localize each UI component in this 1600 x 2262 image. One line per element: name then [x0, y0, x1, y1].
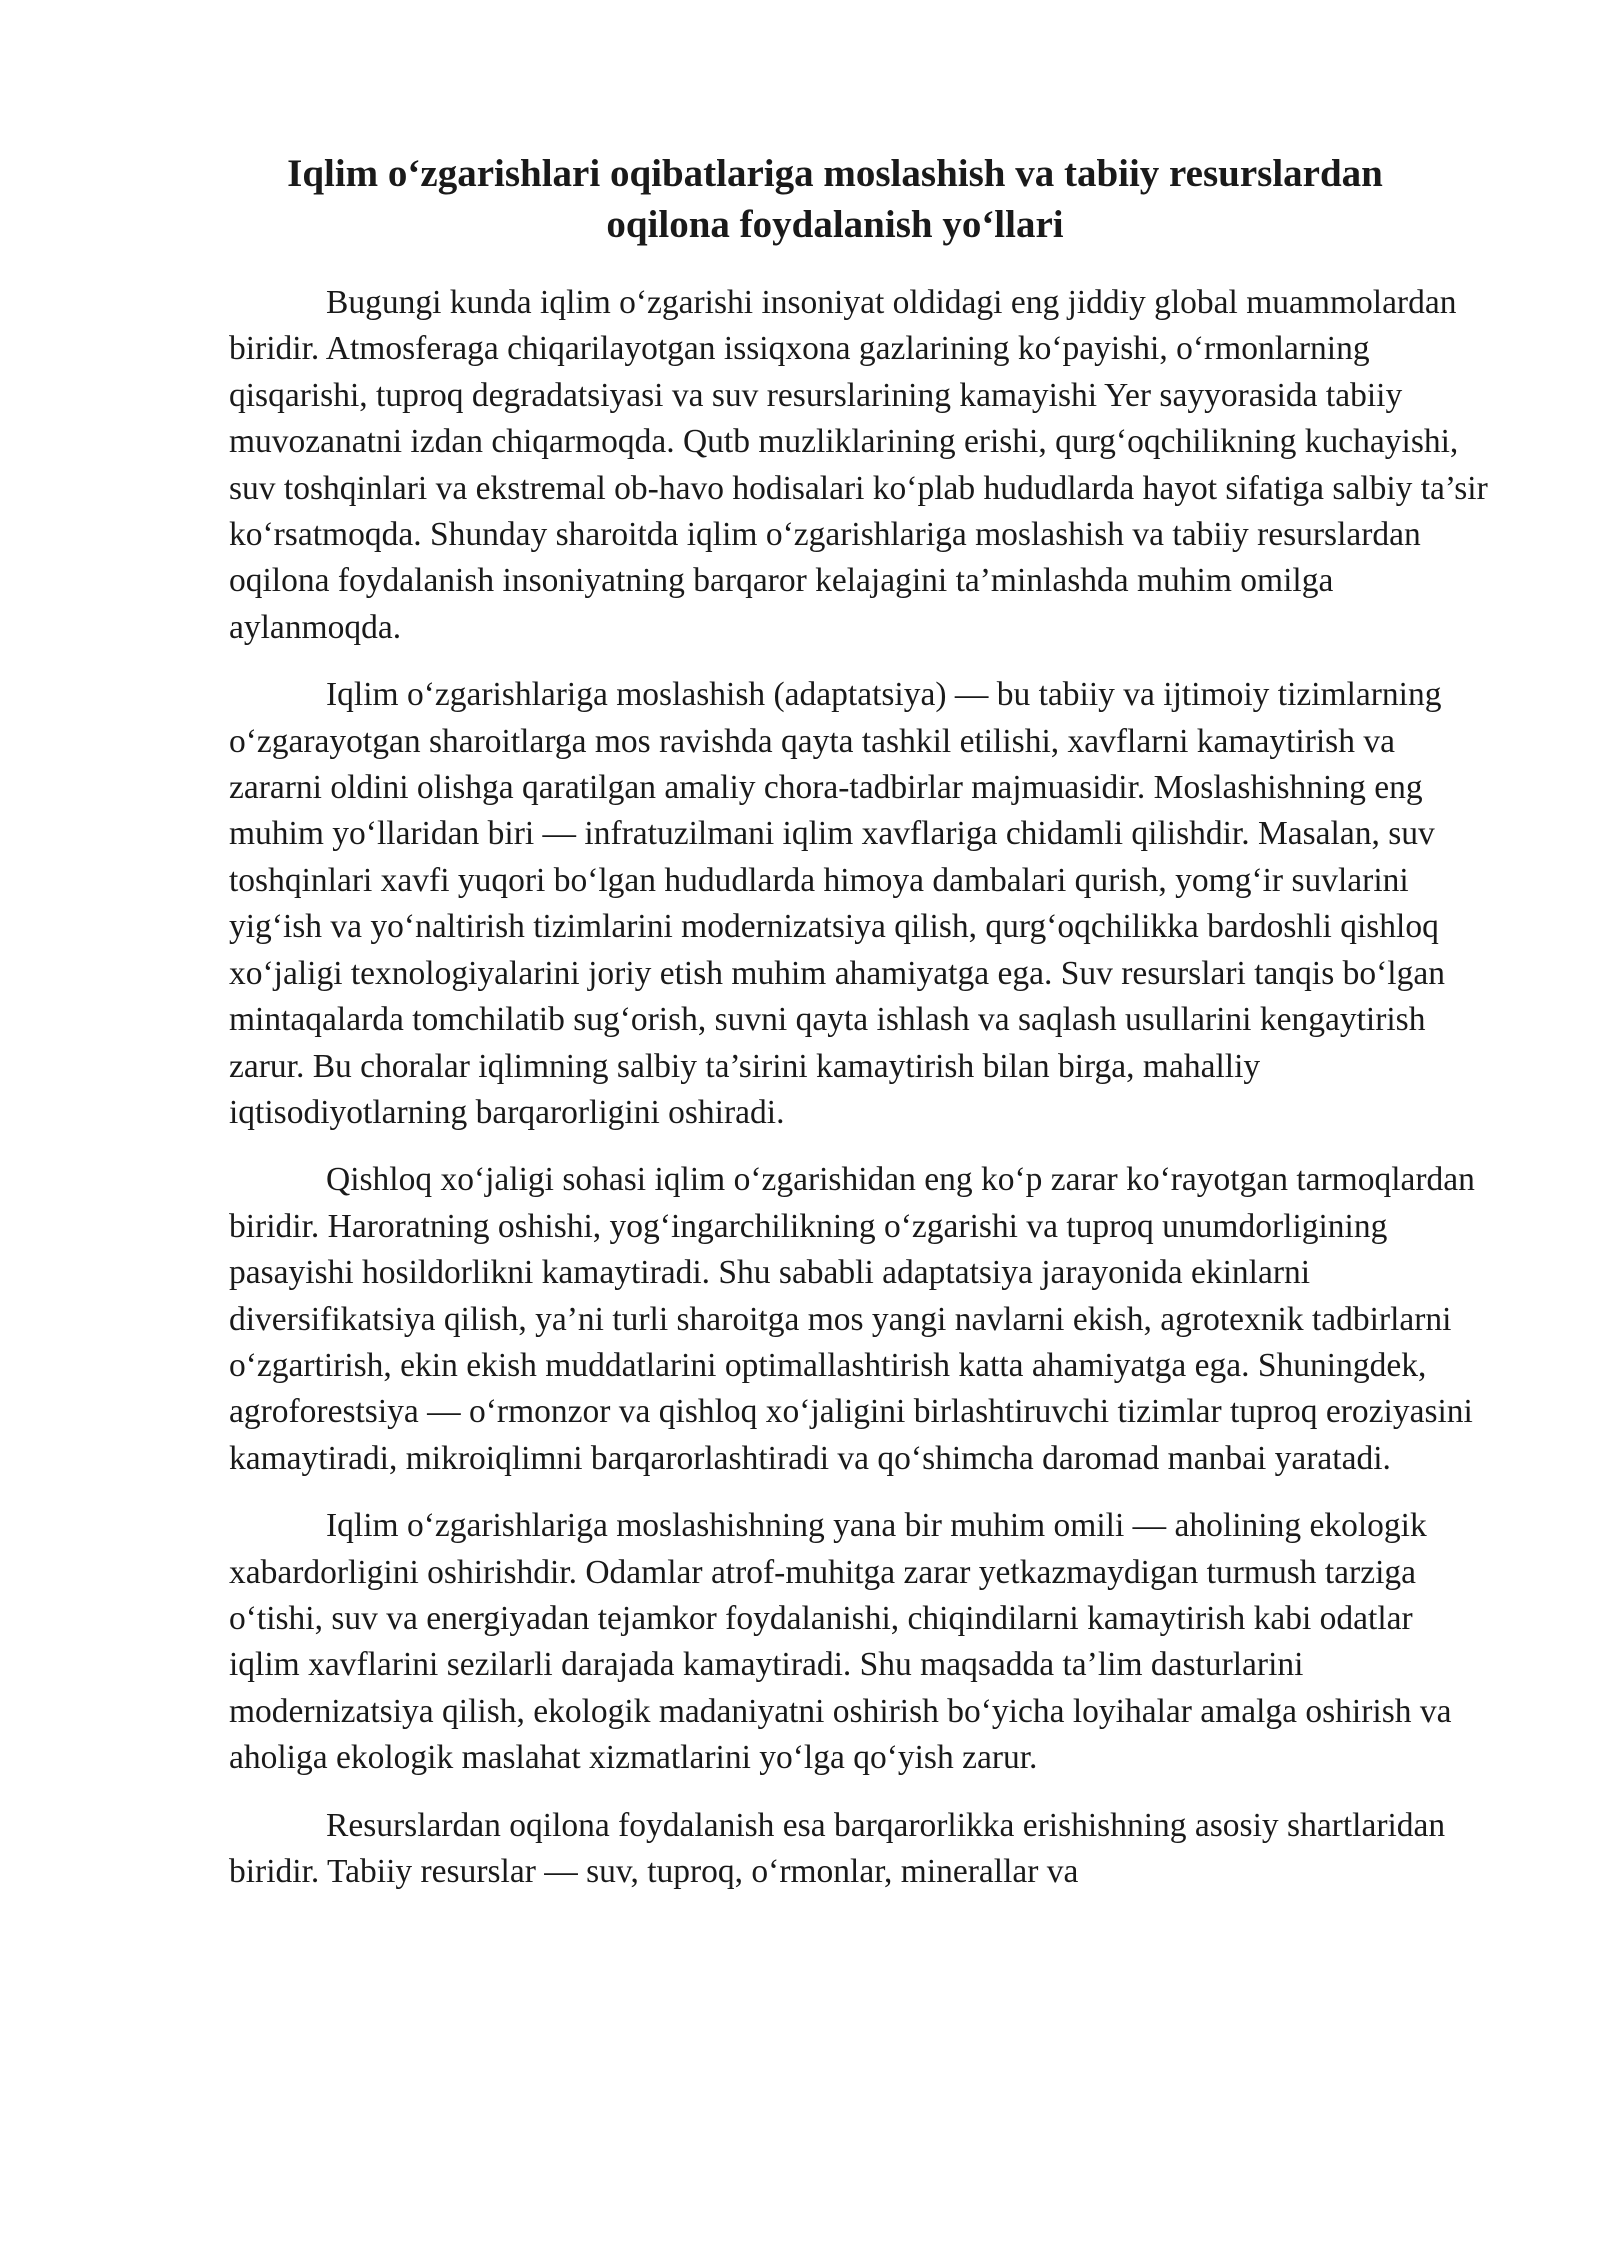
paragraph-4: Iqlim o‘zgarishlariga moslashishning yana bir muhim omili — aholining ekologik xabardorligini oshirishdir. Odamlar atrof-muhitga zarar yetkazmaydigan turmush tarziga o‘tishi, suv va energiyadan tejamkor foydalanishi, chiqindilarni kamaytirish kabi odatlar iqlim xavflarini sezilarli darajada kamaytiradi. Shu maqsadda ta’lim dasturlarini modernizatsiya qilish, ekologik madaniyatni oshirish bo‘yicha loyihalar amalga oshirish va aholiga ekologik maslahat xizmatlarini yo‘lga qo‘yish zarur.	[229, 1507, 1452, 1777]
paragraph-2: Iqlim o‘zgarishlariga moslashish (adaptatsiya) — bu tabiiy va ijtimoiy tizimlarning o‘zgarayotgan sharoitlarga mos ravishda qayta tashkil etilishi, xavflarni kamaytirish va zararni oldini olishga qaratilgan amaliy chora-tadbirlar majmuasidir. Moslashishning eng muhim yo‘llaridan biri — infratuzilmani iqlim xavflariga chidamli qilishdir. Masalan, suv toshqinlari xavfi yuqori bo‘lgan hududlarda himoya dambalari qurish, yomg‘ir suvlarini yig‘ish va yo‘naltirish tizimlarini modernizatsiya qilish, qurg‘oqchilikka bardoshli qishloq xo‘jaligi texnologiyalarini joriy etish muhim ahamiyatga ega. Suv resurslari tanqis bo‘lgan mintaqalarda tomchilatib sug‘orish, suvni qayta ishlash va saqlash usullarini kengaytirish zarur. Bu choralar iqlimning salbiy ta’sirini kamaytirish bilan birga, mahalliy iqtisodiyotlarning barqarorligini oshiradi.	[229, 676, 1445, 1131]
document-body	[229, 280, 1491, 1916]
paragraph-1: Bugungi kunda iqlim o‘zgarishi insoniyat oldidagi eng jiddiy global muammolardan biridir. Atmosferaga chiqarilayotgan issiqxona gazlarining ko‘payishi, o‘rmonlarning qisqarishi, tuproq degradatsiyasi va suv resurslarining kamayishi Yer sayyorasida tabiiy muvozanatni izdan chiqarmoqda. Qutb muzliklarining erishi, qurg‘oqchilikning kuchayishi, suv toshqinlari va ekstremal ob-havo hodisalari ko‘plab hududlarda hayot sifatiga salbiy ta’sir ko‘rsatmoqda. Shunday sharoitda iqlim o‘zgarishlariga moslashish va tabiiy resurslardan oqilona foydalanish insoniyatning barqaror kelajagini ta’minlashda muhim omilga aylanmoqda.	[229, 284, 1488, 646]
document-title-line-2: oqilona foydalanish yo‘llari	[606, 203, 1064, 246]
document-title-line-1: Iqlim o‘zgarishlari oqibatlariga moslashish va tabiiy resurslardan	[287, 152, 1383, 195]
paragraph-5: Resurslardan oqilona foydalanish esa barqarorlikka erishishning asosiy shartlaridan biridir. Tabiiy resurslar — suv, tuproq, o‘rmonlar, minerallar va	[229, 1806, 1446, 1890]
document-title	[180, 148, 1490, 250]
paragraph-3: Qishloq xo‘jaligi sohasi iqlim o‘zgarishidan eng ko‘p zarar ko‘rayotgan tarmoqlardan biridir. Haroratning oshishi, yog‘ingarchilikning o‘zgarishi va tuproq unumdorligining pasayishi hosildorlikni kamaytiradi. Shu sababli adaptatsiya jarayonida ekinlarni diversifikatsiya qilish, ya’ni turli sharoitga mos yangi navlarni ekish, agrotexnik tadbirlarni o‘zgartirish, ekin ekish muddatlarini optimallashtirish katta ahamiyatga ega. Shuningdek, agroforestsiya — o‘rmonzor va qishloq xo‘jaligini birlashtiruvchi tizimlar tuproq eroziyasini kamaytiradi, mikroiqlimni barqarorlashtiradi va qo‘shimcha daromad manbai yaratadi.	[229, 1161, 1475, 1477]
